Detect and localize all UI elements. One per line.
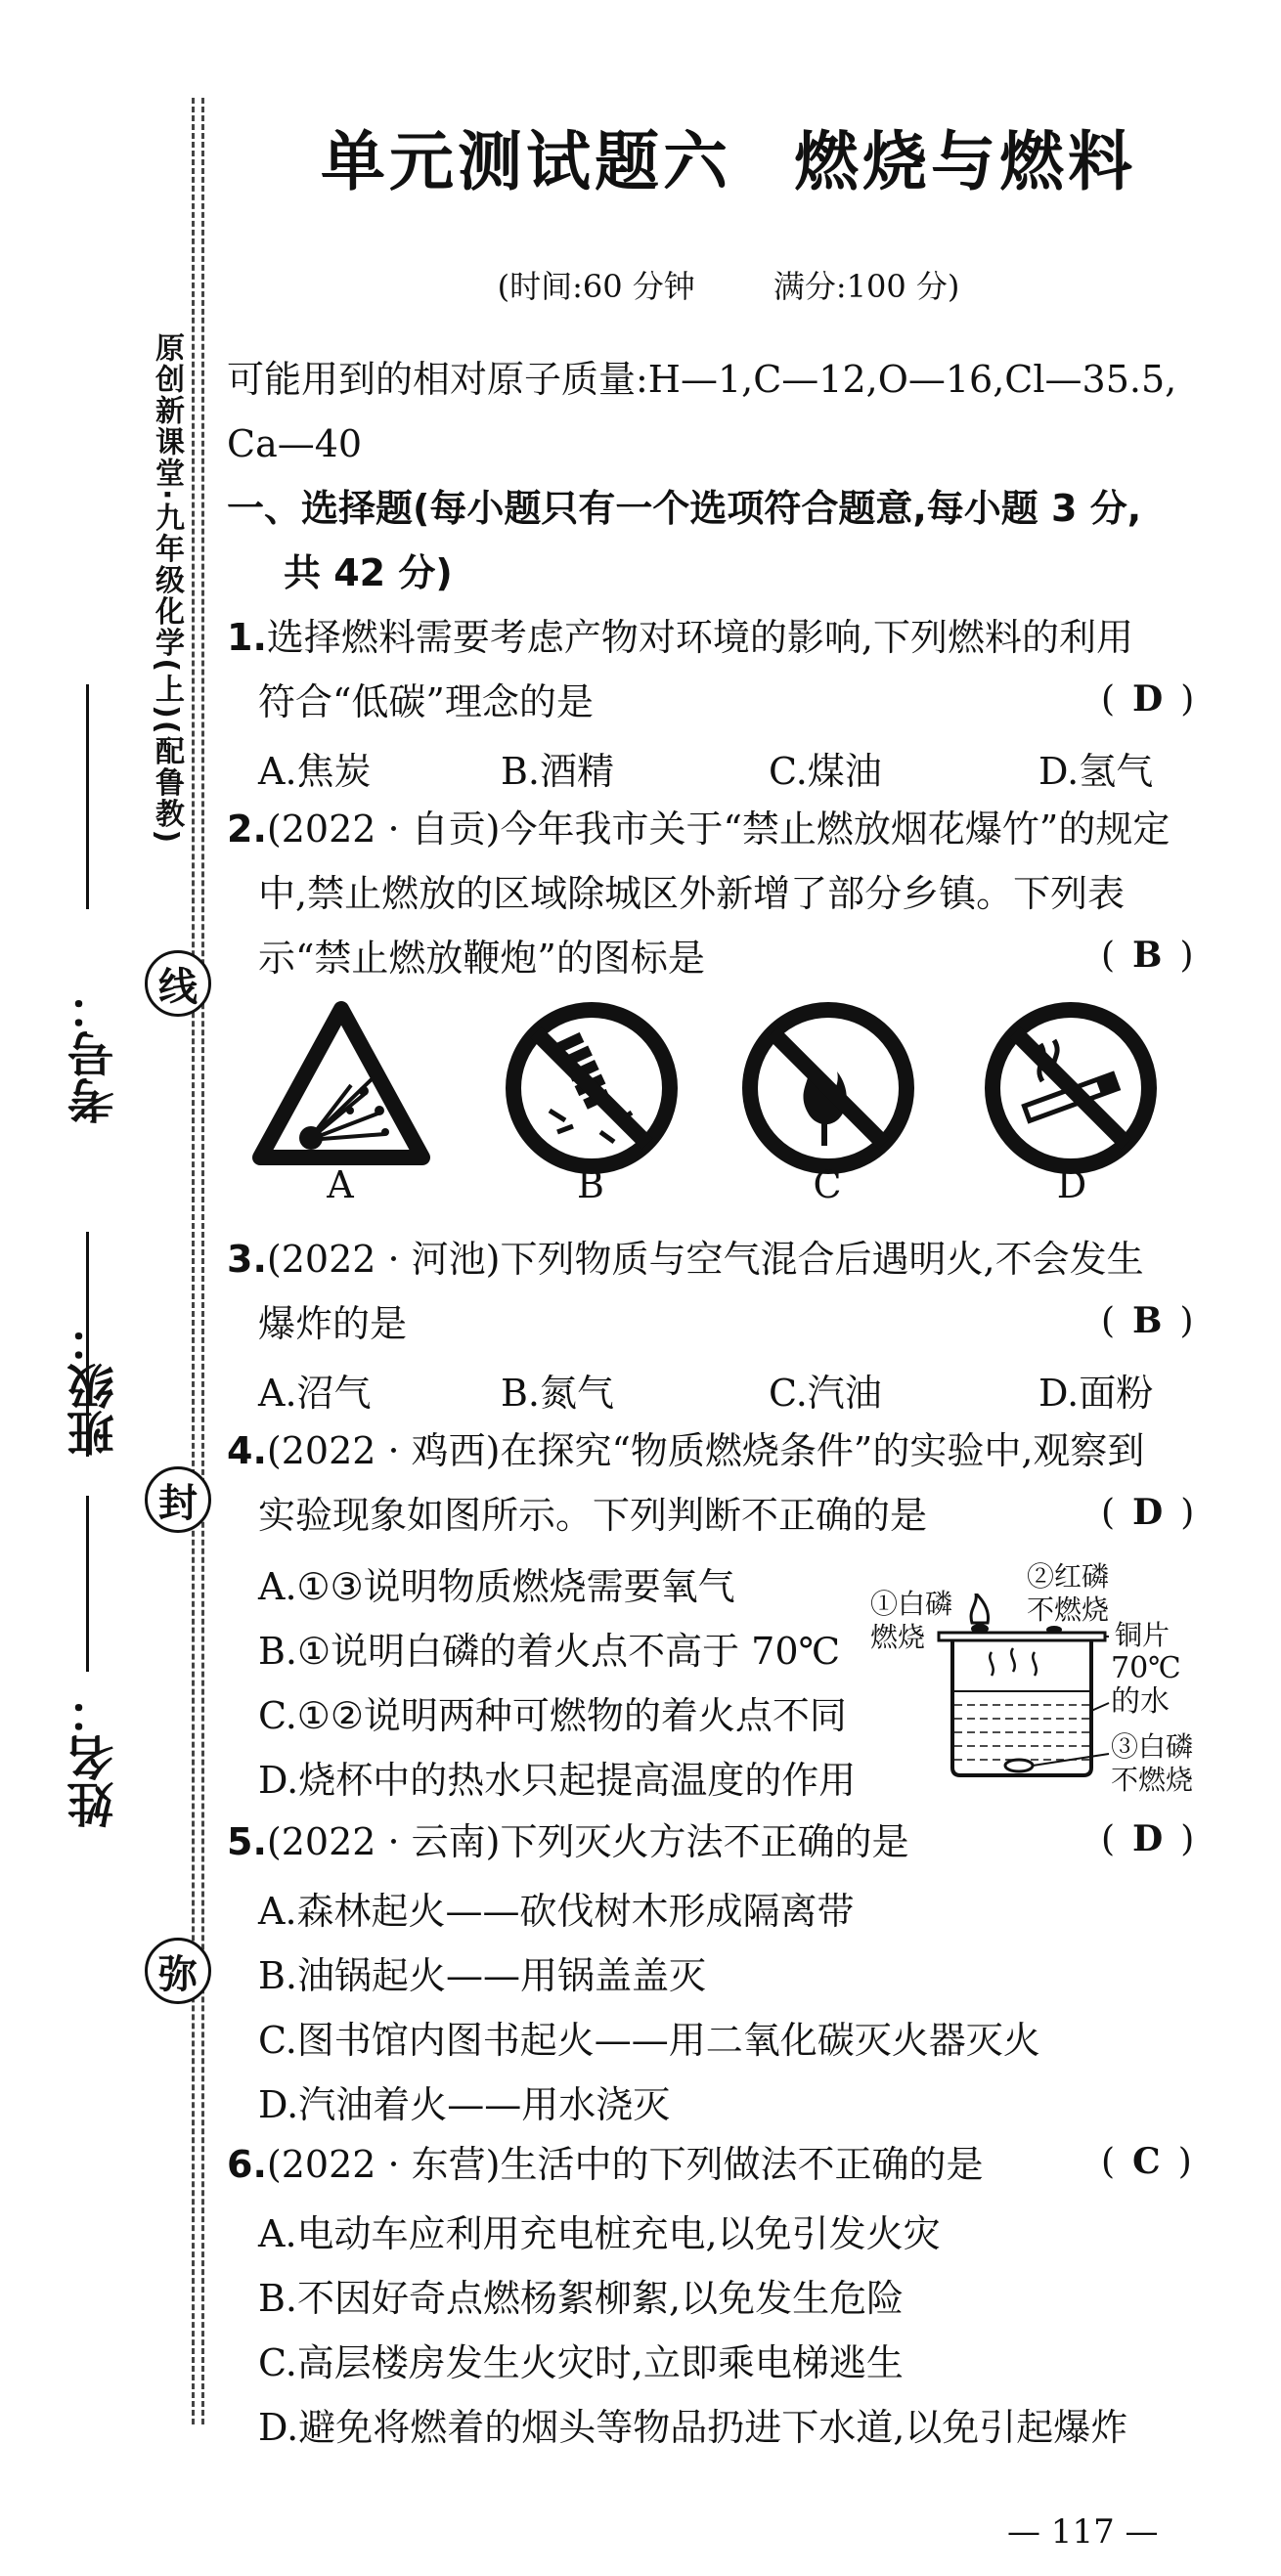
exam-no-label: 考号： — [67, 983, 122, 1124]
answer: D — [1132, 678, 1164, 720]
question-number: 6. — [227, 2143, 267, 2186]
question-text: 实验现象如图所示。下列判断不正确的是 — [258, 1494, 928, 1537]
question-text: (2022 · 鸡西)在探究“物质燃烧条件”的实验中,观察到 — [266, 1429, 1145, 1472]
intro-line: Ca—40 — [227, 422, 363, 465]
class-label: 班级： — [67, 1316, 122, 1457]
answer: C — [1132, 2141, 1161, 2182]
label-red-phosphorus: ②红磷 不燃烧 — [1027, 1560, 1110, 1626]
option: D.氢气 — [1038, 750, 1154, 793]
answer-box: ( D ) — [1101, 678, 1195, 720]
book-title: 原创新课堂·九年级化学(上)(配鲁教) — [150, 332, 184, 846]
option: C.图书馆内图书起火——用二氧化碳灭火器灭火 — [258, 2019, 1040, 2062]
option: B.油锅起火——用锅盖盖灭 — [258, 1954, 707, 1997]
option: B.不因好奇点燃杨絮柳絮,以免发生危险 — [258, 2277, 905, 2320]
binding-dashed-line — [192, 98, 195, 2424]
option: D.面粉 — [1038, 1372, 1154, 1415]
question-5 — [227, 1816, 909, 1867]
option: C.汽油 — [769, 1372, 882, 1415]
explosive-warning-icon — [248, 995, 434, 1181]
intro-line: 可能用到的相对原子质量:H—1,C—12,O—16,Cl—35.5, — [227, 358, 1177, 401]
option: A.电动车应利用充电桩充电,以免引发火灾 — [258, 2212, 941, 2255]
answer-box: ( C ) — [1101, 2141, 1192, 2182]
answer-box: ( B ) — [1101, 935, 1194, 976]
answer-box: ( D ) — [1101, 1818, 1195, 1859]
cut-mark-seal: 封 — [145, 1466, 211, 1533]
question-text: (2022 · 河池)下列物质与空气混合后遇明火,不会发生 — [266, 1238, 1144, 1281]
page-title — [215, 109, 1242, 202]
cut-mark-close: 弥 — [145, 1938, 211, 2004]
question-text: (2022 · 自贡)今年我市关于“禁止燃放烟花爆竹”的规定 — [266, 808, 1171, 851]
sign-label: B — [577, 1163, 604, 1206]
exam-no-blank — [86, 684, 89, 909]
name-label: 姓名： — [67, 1687, 122, 1828]
no-smoking-icon — [978, 995, 1164, 1181]
question-1 — [227, 612, 1133, 663]
option: C.高层楼房发生火灾时,立即乘电梯逃生 — [258, 2341, 904, 2384]
answer: D — [1132, 1492, 1164, 1533]
label-copper-sheet: 铜片 — [1115, 1619, 1171, 1651]
sign-label: A — [327, 1163, 354, 1206]
question-number: 1. — [227, 616, 267, 659]
section-heading: 一、选择题(每小题只有一个选项符合题意,每小题 3 分, — [227, 487, 1142, 530]
section-heading: 共 42 分) — [284, 551, 453, 594]
question-number: 3. — [227, 1238, 267, 1281]
question-2 — [227, 804, 1170, 854]
question-4 — [227, 1425, 1144, 1476]
question-text: 符合“低碳”理念的是 — [258, 680, 594, 723]
binding-dashed-line — [201, 98, 204, 2424]
sign-label: C — [813, 1163, 842, 1206]
option: D.避免将燃着的烟头等物品扔进下水道,以免引起爆炸 — [258, 2406, 1128, 2449]
title-unit: 单元测试题六 — [321, 124, 731, 199]
exam-time: (时间:60 分钟 — [497, 268, 695, 305]
cut-mark-line: 线 — [145, 950, 211, 1017]
answer: D — [1132, 1818, 1164, 1859]
option: D.烧杯中的热水只起提高温度的作用 — [258, 1759, 857, 1802]
question-text: 爆炸的是 — [258, 1302, 408, 1345]
option: D.汽油着火——用水浇灭 — [258, 2083, 671, 2126]
option: A.沼气 — [258, 1372, 372, 1415]
label-hot-water: 70℃ 的水 — [1111, 1651, 1181, 1719]
option: A.焦炭 — [258, 750, 372, 793]
sign-label: D — [1056, 1163, 1087, 1206]
option: A.①③说明物质燃烧需要氧气 — [258, 1565, 735, 1608]
question-text: (2022 · 东营)生活中的下列做法不正确的是 — [266, 2143, 984, 2186]
answer-box: ( B ) — [1101, 1300, 1194, 1341]
question-number: 5. — [227, 1820, 267, 1863]
label-white-phosphorus-burning: ①白磷 燃烧 — [870, 1588, 953, 1653]
option: B.酒精 — [501, 750, 615, 793]
exam-meta — [215, 262, 1242, 307]
answer-box: ( D ) — [1101, 1492, 1195, 1533]
question-number: 2. — [227, 808, 267, 851]
no-firecrackers-icon — [499, 995, 685, 1181]
title-topic: 燃烧与燃料 — [794, 124, 1136, 199]
question-text: 中,禁止燃放的区域除城区外新增了部分乡镇。下列表 — [258, 872, 1126, 915]
question-text: 选择燃料需要考虑产物对环境的影响,下列燃料的利用 — [266, 616, 1133, 659]
name-blank — [86, 1496, 89, 1672]
option: C.煤油 — [769, 750, 882, 793]
label-white-phosphorus-underwater: ③白磷 不燃烧 — [1111, 1730, 1194, 1796]
answer: B — [1132, 1300, 1163, 1341]
option: A.森林起火——砍伐树木形成隔离带 — [258, 1890, 855, 1933]
exam-score: 满分:100 分) — [773, 268, 960, 305]
option: B.①说明白磷的着火点不高于 70℃ — [258, 1630, 841, 1673]
question-6 — [227, 2139, 984, 2190]
question-text: 示“禁止燃放鞭炮”的图标是 — [258, 937, 705, 980]
question-3 — [227, 1234, 1144, 1285]
question-number: 4. — [227, 1429, 267, 1472]
question-text: (2022 · 云南)下列灭火方法不正确的是 — [266, 1820, 909, 1863]
page-number: — 117 — — [1007, 2512, 1159, 2552]
answer: B — [1132, 935, 1163, 976]
option: C.①②说明两种可燃物的着火点不同 — [258, 1694, 847, 1737]
no-open-flame-icon — [735, 995, 921, 1181]
option: B.氮气 — [501, 1372, 615, 1415]
